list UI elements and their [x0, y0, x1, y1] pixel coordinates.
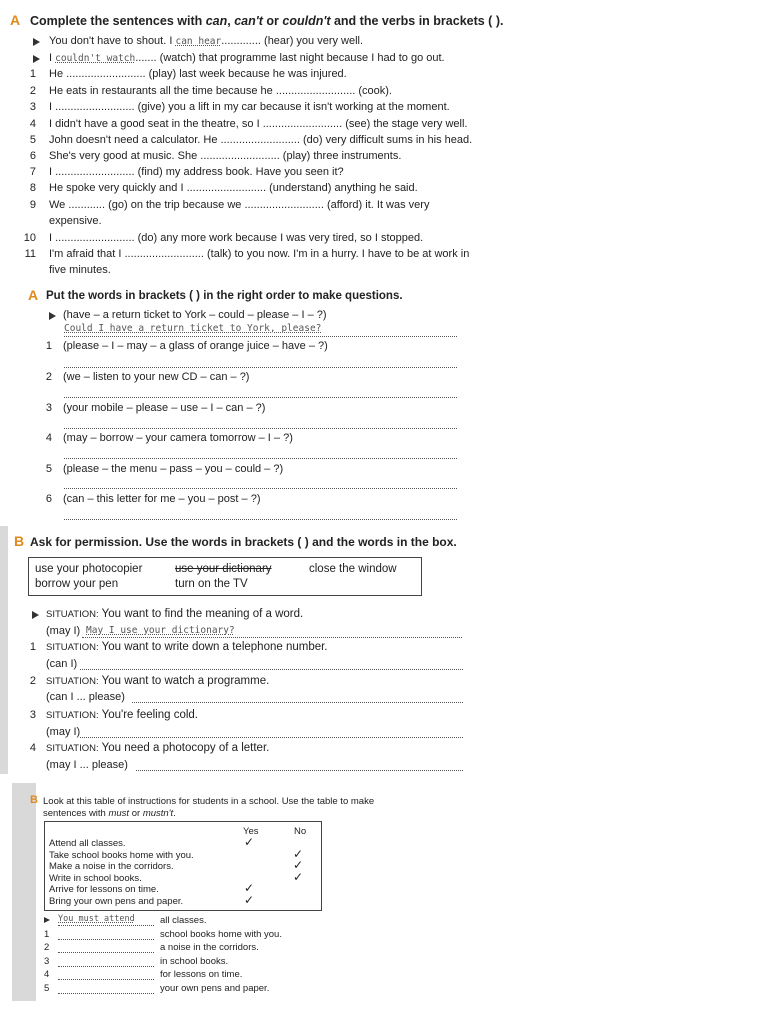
item-number: 4 [44, 969, 50, 980]
answer-line [58, 939, 154, 940]
answer-line [58, 952, 154, 953]
item-text: I [49, 52, 56, 64]
item-number: 4 [45, 432, 52, 444]
word-box-item: use your photocopier [35, 563, 143, 575]
heading-text: , [227, 14, 235, 28]
situation-text: You need a photocopy of a letter. [101, 742, 270, 754]
item-number: 8 [29, 182, 36, 194]
check-icon: ✓ [293, 858, 304, 872]
word-box-item: close the window [309, 563, 397, 575]
answer-text: May I use your dictionary? [86, 625, 235, 636]
column-header-yes: Yes [243, 826, 259, 837]
answer-line [136, 770, 463, 771]
situation-line [46, 742, 269, 754]
item-number: 6 [45, 493, 52, 505]
heading-text: can't [234, 14, 263, 28]
table-row-label: Take school books home with you. [49, 850, 194, 861]
table-row-label: Attend all classes. [49, 838, 126, 849]
exercise-item: You don't have to shout. I can hear............. (hear) you very well. [49, 35, 364, 47]
page-margin-strip [0, 526, 8, 774]
exercise-item: I couldn't watch....... (watch) that programme last night because I had to go out. [49, 52, 445, 64]
sentence-ending: your own pens and paper. [160, 983, 270, 994]
answer-line [58, 993, 154, 994]
table-row-label: Arrive for lessons on time. [49, 884, 159, 895]
exercise-item: He eats in restaurants all the time because he .......................... (cook). [49, 85, 392, 97]
section-letter: B [30, 794, 38, 806]
heading-text: . [173, 808, 176, 819]
question-prompt: (we – listen to your new CD – can – ?) [63, 371, 250, 383]
situation-text: You want to write down a telephone number. [101, 641, 328, 653]
situation-label: SITUATION: [46, 676, 99, 687]
heading-text: and the verbs in brackets ( ). [330, 14, 504, 28]
answer-line [82, 637, 462, 638]
page-margin-strip [12, 783, 36, 1001]
question-prompt: (can – this letter for me – you – post – ?) [63, 493, 261, 505]
item-number: 2 [29, 85, 36, 97]
situation-text: You're feeling cold. [101, 709, 199, 721]
cue-text: (can I) [46, 658, 78, 670]
situation-line [46, 641, 328, 653]
item-number: 5 [44, 983, 50, 994]
answer-text: You must attend [58, 914, 135, 924]
heading-text: mustn't [142, 808, 174, 819]
answer-line [64, 428, 457, 429]
word-box-item: turn on the TV [175, 578, 248, 590]
heading-text: can [205, 14, 228, 28]
sentence-ending: a noise in the corridors. [160, 942, 259, 953]
section-heading [43, 808, 176, 819]
sentence-ending: for lessons on time. [160, 969, 243, 980]
word-box-item: borrow your pen [35, 578, 119, 590]
section-heading: Look at this table of instructions for students in a school. Use the table to make [43, 796, 375, 807]
heading-text: or [129, 808, 143, 819]
answer-line [58, 925, 154, 926]
answer-line [64, 397, 457, 398]
instructions-table [44, 821, 322, 911]
exercise-item: I .......................... (give) you a lift in my car because it isn't working at the moment. [49, 101, 450, 113]
sentence-ending: in school books. [160, 956, 229, 967]
answer-line [64, 488, 457, 489]
section-letter: A [10, 12, 21, 28]
exercise-item: five minutes. [49, 264, 111, 276]
sentence-ending: all classes. [160, 915, 207, 926]
section-letter: A [28, 287, 39, 303]
exercise-item: I didn't have a good seat in the theatre, so I .......................... (see) the stage very well. [49, 118, 468, 130]
item-number: 3 [45, 402, 52, 414]
section-letter: B [14, 533, 25, 549]
situation-text: You want to watch a programme. [101, 675, 270, 687]
exercise-item: I'm afraid that I .......................... (talk) to you now. I'm in a hurry. I have to be at work in [49, 248, 470, 260]
sentence-ending: school books home with you. [160, 929, 282, 940]
heading-text: couldn't [282, 14, 331, 28]
answer-line [64, 367, 457, 368]
answer-line [132, 702, 463, 703]
situation-label: SITUATION: [46, 609, 99, 620]
exercise-item: She's very good at music. She .......................... (play) three instruments. [49, 150, 402, 162]
heading-text: sentences with [43, 808, 109, 819]
column-header-no: No [294, 826, 307, 837]
exercise-item: We ............ (go) on the trip because we .......................... (afford) it. It was very [49, 199, 430, 211]
exercise-item: John doesn't need a calculator. He .......................... (do) very difficult sums in his head. [49, 134, 473, 146]
check-icon: ✓ [293, 847, 304, 861]
example-arrow-icon [32, 611, 39, 619]
table-row-label: Write in school books. [49, 873, 142, 884]
section-heading [30, 14, 503, 28]
heading-text: or [262, 14, 283, 28]
item-number: 7 [29, 166, 36, 178]
answer-line [80, 669, 463, 670]
check-icon: ✓ [244, 881, 255, 895]
item-number: 10 [23, 232, 36, 244]
exercise-item: He .......................... (play) last week because he was injured. [49, 68, 347, 80]
example-arrow-icon [33, 38, 40, 46]
item-number: 9 [29, 199, 36, 211]
situation-line [46, 709, 198, 721]
heading-text: Complete the sentences with [30, 14, 206, 28]
item-number: 2 [44, 942, 50, 953]
word-box-item: use your dictionary [175, 563, 272, 575]
item-number: 3 [29, 709, 36, 721]
item-text: (hear) you very well. [260, 35, 364, 47]
question-prompt: (please – I – may – a glass of orange juice – have – ?) [63, 340, 328, 352]
section-heading: Ask for permission. Use the words in brackets ( ) and the words in the box. [30, 535, 457, 549]
answer-line [64, 519, 457, 520]
cue-text: (may I) [46, 625, 81, 637]
section-heading: Put the words in brackets ( ) in the right order to make questions. [46, 290, 403, 302]
table-row-label: Bring your own pens and paper. [49, 896, 184, 907]
question-prompt: (have – a return ticket to York – could – please – I – ?) [63, 309, 327, 321]
example-arrow-icon [44, 917, 50, 923]
answer-line [64, 336, 457, 337]
answer-text: Could I have a return ticket to York, please? [64, 323, 322, 334]
check-icon: ✓ [293, 870, 304, 884]
situation-line [46, 608, 303, 620]
check-icon: ✓ [244, 835, 255, 849]
item-number: 3 [44, 956, 50, 967]
item-number: 4 [29, 118, 36, 130]
situation-text: You want to find the meaning of a word. [101, 608, 304, 620]
situation-line [46, 675, 269, 687]
item-number: 1 [29, 68, 36, 80]
situation-label: SITUATION: [46, 710, 99, 721]
item-number: 3 [29, 101, 36, 113]
item-number: 1 [45, 340, 52, 352]
exercise-item: I .......................... (do) any more work because I was very tired, so I stopped. [49, 232, 424, 244]
question-prompt: (please – the menu – pass – you – could – ?) [63, 463, 284, 475]
item-number: 4 [29, 742, 36, 754]
cue-text: (may I ... please) [46, 759, 128, 771]
question-prompt: (your mobile – please – use – I – can – ?) [63, 402, 266, 414]
item-number: 1 [44, 929, 50, 940]
exercise-item: I .......................... (find) my address book. Have you seen it? [49, 166, 344, 178]
question-prompt: (may – borrow – your camera tomorrow – I – ?) [63, 432, 293, 444]
word-box [28, 557, 422, 596]
item-number: 2 [29, 675, 36, 687]
item-number: 6 [29, 150, 36, 162]
table-row-label: Make a noise in the corridors. [49, 861, 174, 872]
answer-line [64, 458, 457, 459]
example-arrow-icon [33, 55, 40, 63]
item-text: (watch) that programme last night because I had to go out. [156, 52, 445, 64]
item-text: You don't have to shout. I [49, 35, 176, 47]
answer-text: can hear [175, 36, 222, 47]
check-icon: ✓ [244, 893, 255, 907]
situation-label: SITUATION: [46, 642, 99, 653]
example-arrow-icon [49, 312, 56, 320]
exercise-item: He spoke very quickly and I .......................... (understand) anything he said. [49, 182, 418, 194]
answer-line [58, 966, 154, 967]
item-number: 2 [45, 371, 52, 383]
item-number: 1 [29, 641, 36, 653]
cue-text: (may I) [46, 726, 81, 738]
situation-label: SITUATION: [46, 743, 99, 754]
answer-line [58, 979, 154, 980]
answer-text: couldn't watch [55, 53, 136, 64]
item-number: 5 [45, 463, 52, 475]
answer-line [80, 737, 463, 738]
item-number: 11 [24, 248, 36, 260]
exercise-item: expensive. [49, 215, 102, 227]
item-number: 5 [29, 134, 36, 146]
heading-text: must [108, 808, 130, 819]
cue-text: (can I ... please) [46, 691, 125, 703]
